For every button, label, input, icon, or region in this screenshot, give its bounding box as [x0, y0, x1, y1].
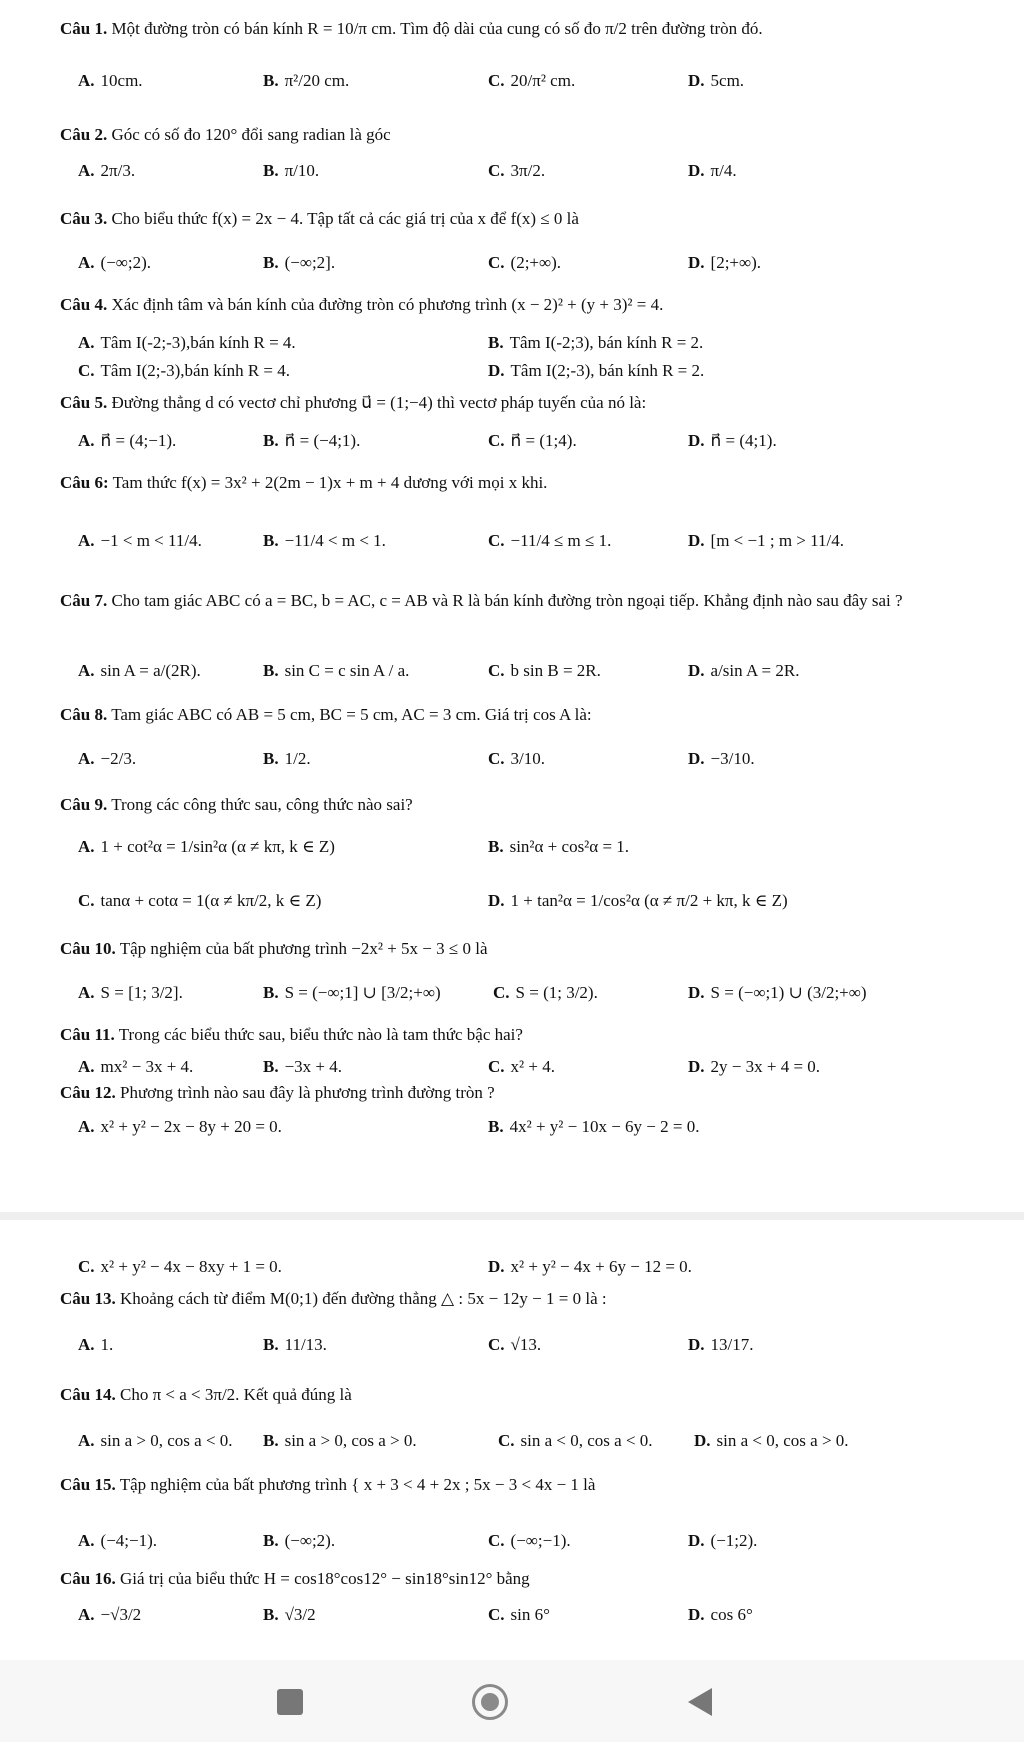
question-14 — [60, 1384, 990, 1406]
option-c: C. 20/π² cm. — [488, 71, 576, 90]
option-c: C. 3/10. — [488, 749, 546, 768]
question-number: Câu 13. — [60, 1289, 116, 1308]
question-5 — [60, 392, 990, 414]
question-number: Câu 2. — [60, 125, 108, 144]
home-button[interactable] — [470, 1682, 510, 1722]
option-a: A. sin a > 0, cos a < 0. — [78, 1431, 233, 1450]
option-b: B. −3x + 4. — [263, 1057, 343, 1076]
option-b: B. sin C = c sin A / a. — [263, 661, 410, 680]
question-text: Xác định tâm và bán kính của đường tròn có phương trình (x − 2)² + (y + 3)² = 4. — [111, 295, 664, 314]
recent-apps-button[interactable] — [270, 1682, 310, 1722]
option-d: D. 13/17. — [688, 1335, 754, 1354]
home-circle-icon — [472, 1684, 508, 1720]
question-16 — [60, 1568, 990, 1590]
option-b: B. sin a > 0, cos a > 0. — [263, 1431, 417, 1450]
option-c: C. 3π/2. — [488, 161, 546, 180]
question-number: Câu 3. — [60, 209, 108, 228]
option-a: A. n⃗ = (4;−1). — [78, 431, 177, 450]
question-text: Phương trình nào sau đây là phương trình đường tròn ? — [119, 1083, 495, 1102]
question-number: Câu 5. — [60, 393, 108, 412]
options-row — [78, 252, 1008, 292]
question-text: Tập nghiệm của bất phương trình −2x² + 5x − 3 ≤ 0 là — [119, 939, 488, 958]
question-text: Tập nghiệm của bất phương trình { x + 3 < 4 + 2x ; 5x − 3 < 4x − 1 là — [119, 1475, 596, 1494]
question-number: Câu 11. — [60, 1025, 115, 1044]
option-c: C. (−∞;−1). — [488, 1531, 571, 1550]
question-4 — [60, 294, 990, 316]
question-12 — [60, 1082, 990, 1104]
option-b: B. −11/4 < m < 1. — [263, 531, 386, 550]
question-text: Đường thẳng d có vectơ chỉ phương u⃗ = (1;−4) thì vectơ pháp tuyến của nó là: — [111, 393, 647, 412]
option-a: A. sin A = a/(2R). — [78, 661, 201, 680]
option-b: B. π²/20 cm. — [263, 71, 350, 90]
options-row — [78, 1604, 1008, 1644]
option-b: B. π/10. — [263, 161, 320, 180]
option-c: C. sin a < 0, cos a < 0. — [498, 1431, 653, 1450]
option-c: C. Tâm I(2;-3),bán kính R = 4. — [78, 361, 290, 380]
option-a: A. x² + y² − 2x − 8y + 20 = 0. — [78, 1117, 282, 1136]
option-a: A. 1. — [78, 1335, 114, 1354]
options-row — [78, 1334, 1008, 1374]
option-d: D. [m < −1 ; m > 11/4. — [688, 531, 844, 550]
question-number: Câu 9. — [60, 795, 108, 814]
option-d: D. n⃗ = (4;1). — [688, 431, 777, 450]
option-b: B. (−∞;2]. — [263, 253, 336, 272]
option-b: B. 11/13. — [263, 1335, 327, 1354]
question-text: Khoảng cách từ điểm M(0;1) đến đường thẳng △ : 5x − 12y − 1 = 0 là : — [119, 1289, 607, 1308]
question-6 — [60, 472, 990, 494]
option-c: C. sin 6° — [488, 1605, 550, 1624]
question-number: Câu 15. — [60, 1475, 116, 1494]
question-7 — [60, 590, 990, 612]
option-c: C. x² + y² − 4x − 8xy + 1 = 0. — [78, 1257, 282, 1276]
option-a: A. 2π/3. — [78, 161, 136, 180]
question-number: Câu 4. — [60, 295, 108, 314]
options-row — [78, 160, 1008, 200]
option-c: C. tanα + cotα = 1(α ≠ kπ/2, k ∈ Z) — [78, 891, 322, 910]
question-number: Câu 16. — [60, 1569, 116, 1588]
option-b: B. sin²α + cos²α = 1. — [488, 837, 630, 856]
options-row — [78, 1116, 1008, 1156]
page-divider — [0, 1212, 1024, 1220]
options-row — [78, 982, 1008, 1022]
option-d: D. sin a < 0, cos a > 0. — [694, 1431, 849, 1450]
question-15 — [60, 1474, 990, 1496]
option-d: D. a/sin A = 2R. — [688, 661, 800, 680]
question-text: Trong các biểu thức sau, biểu thức nào là tam thức bậc hai? — [118, 1025, 523, 1044]
options-row — [78, 748, 1008, 788]
option-d: D. 5cm. — [688, 71, 745, 90]
option-a: A. mx² − 3x + 4. — [78, 1057, 194, 1076]
question-text: Tam giác ABC có AB = 5 cm, BC = 5 cm, AC = 3 cm. Giá trị cos A là: — [111, 705, 592, 724]
option-b: B. 1/2. — [263, 749, 311, 768]
option-d: D. S = (−∞;1) ∪ (3/2;+∞) — [688, 983, 867, 1002]
options-row — [78, 430, 1008, 470]
option-c: C. n⃗ = (1;4). — [488, 431, 577, 450]
question-10 — [60, 938, 990, 960]
options-row — [78, 890, 1008, 930]
question-number: Câu 10. — [60, 939, 116, 958]
option-c: C. (2;+∞). — [488, 253, 562, 272]
question-2 — [60, 124, 990, 146]
option-b: B. Tâm I(-2;3), bán kính R = 2. — [488, 333, 704, 352]
option-d: D. [2;+∞). — [688, 253, 762, 272]
options-row — [78, 660, 1008, 700]
option-b: B. √3/2 — [263, 1605, 316, 1624]
option-a: A. (−∞;2). — [78, 253, 152, 272]
navigation-bar — [0, 1660, 1024, 1742]
option-d: D. π/4. — [688, 161, 737, 180]
option-d: D. Tâm I(2;-3), bán kính R = 2. — [488, 361, 705, 380]
option-a: A. 1 + cot²α = 1/sin²α (α ≠ kπ, k ∈ Z) — [78, 837, 335, 856]
option-d: D. (−1;2). — [688, 1531, 758, 1550]
option-a: A. −2/3. — [78, 749, 137, 768]
options-row — [78, 1430, 1008, 1470]
question-text: Giá trị của biểu thức H = cos18°cos12° − sin18°sin12° bằng — [119, 1569, 530, 1588]
back-button[interactable] — [680, 1682, 720, 1722]
options-row — [78, 530, 1008, 570]
question-11 — [60, 1024, 990, 1046]
option-d: D. 1 + tan²α = 1/cos²α (α ≠ π/2 + kπ, k ∈ Z) — [488, 891, 788, 910]
question-number: Câu 7. — [60, 591, 108, 610]
option-a: A. −1 < m < 11/4. — [78, 531, 202, 550]
question-number: Câu 14. — [60, 1385, 116, 1404]
question-3 — [60, 208, 990, 230]
question-text: Một đường tròn có bán kính R = 10/π cm. Tìm độ dài của cung có số đo π/2 trên đường tròn đó. — [111, 19, 763, 38]
option-c: C. S = (1; 3/2). — [493, 983, 598, 1002]
option-c: C. √13. — [488, 1335, 542, 1354]
option-b: B. S = (−∞;1] ∪ [3/2;+∞) — [263, 983, 441, 1002]
option-d: D. cos 6° — [688, 1605, 753, 1624]
options-row — [78, 836, 1008, 876]
question-8 — [60, 704, 990, 726]
option-a: A. (−4;−1). — [78, 1531, 158, 1550]
options-row — [78, 70, 1008, 110]
question-text: Tam thức f(x) = 3x² + 2(2m − 1)x + m + 4 dương với mọi x khi. — [112, 473, 548, 492]
question-number: Câu 12. — [60, 1083, 116, 1102]
option-a: A. 10cm. — [78, 71, 143, 90]
question-text: Trong các công thức sau, công thức nào sai? — [111, 795, 413, 814]
question-13 — [60, 1288, 990, 1310]
option-b: B. n⃗ = (−4;1). — [263, 431, 361, 450]
option-a: A. −√3/2 — [78, 1605, 142, 1624]
option-b: B. 4x² + y² − 10x − 6y − 2 = 0. — [488, 1117, 700, 1136]
question-text: Cho π < a < 3π/2. Kết quả đúng là — [119, 1385, 352, 1404]
option-a: A. Tâm I(-2;-3),bán kính R = 4. — [78, 333, 296, 352]
options-row — [78, 1530, 1008, 1570]
question-1 — [60, 18, 990, 40]
question-text: Góc có số đo 120° đổi sang radian là góc — [111, 125, 391, 144]
option-d: D. −3/10. — [688, 749, 755, 768]
option-c: C. −11/4 ≤ m ≤ 1. — [488, 531, 612, 550]
option-c: C. x² + 4. — [488, 1057, 555, 1076]
option-d: D. 2y − 3x + 4 = 0. — [688, 1057, 821, 1076]
option-a: A. S = [1; 3/2]. — [78, 983, 183, 1002]
option-b: B. (−∞;2). — [263, 1531, 336, 1550]
question-number: Câu 1. — [60, 19, 108, 38]
option-d: D. x² + y² − 4x + 6y − 12 = 0. — [488, 1257, 692, 1276]
square-icon — [277, 1689, 303, 1715]
question-text: Cho tam giác ABC có a = BC, b = AC, c = AB và R là bán kính đường tròn ngoại tiếp. Khẳng định nào sau đây sai ? — [111, 591, 903, 610]
question-number: Câu 6: — [60, 473, 109, 492]
question-9 — [60, 794, 990, 816]
back-triangle-icon — [688, 1688, 712, 1716]
option-c: C. b sin B = 2R. — [488, 661, 601, 680]
question-text: Cho biểu thức f(x) = 2x − 4. Tập tất cả các giá trị của x để f(x) ≤ 0 là — [111, 209, 579, 228]
question-number: Câu 8. — [60, 705, 108, 724]
